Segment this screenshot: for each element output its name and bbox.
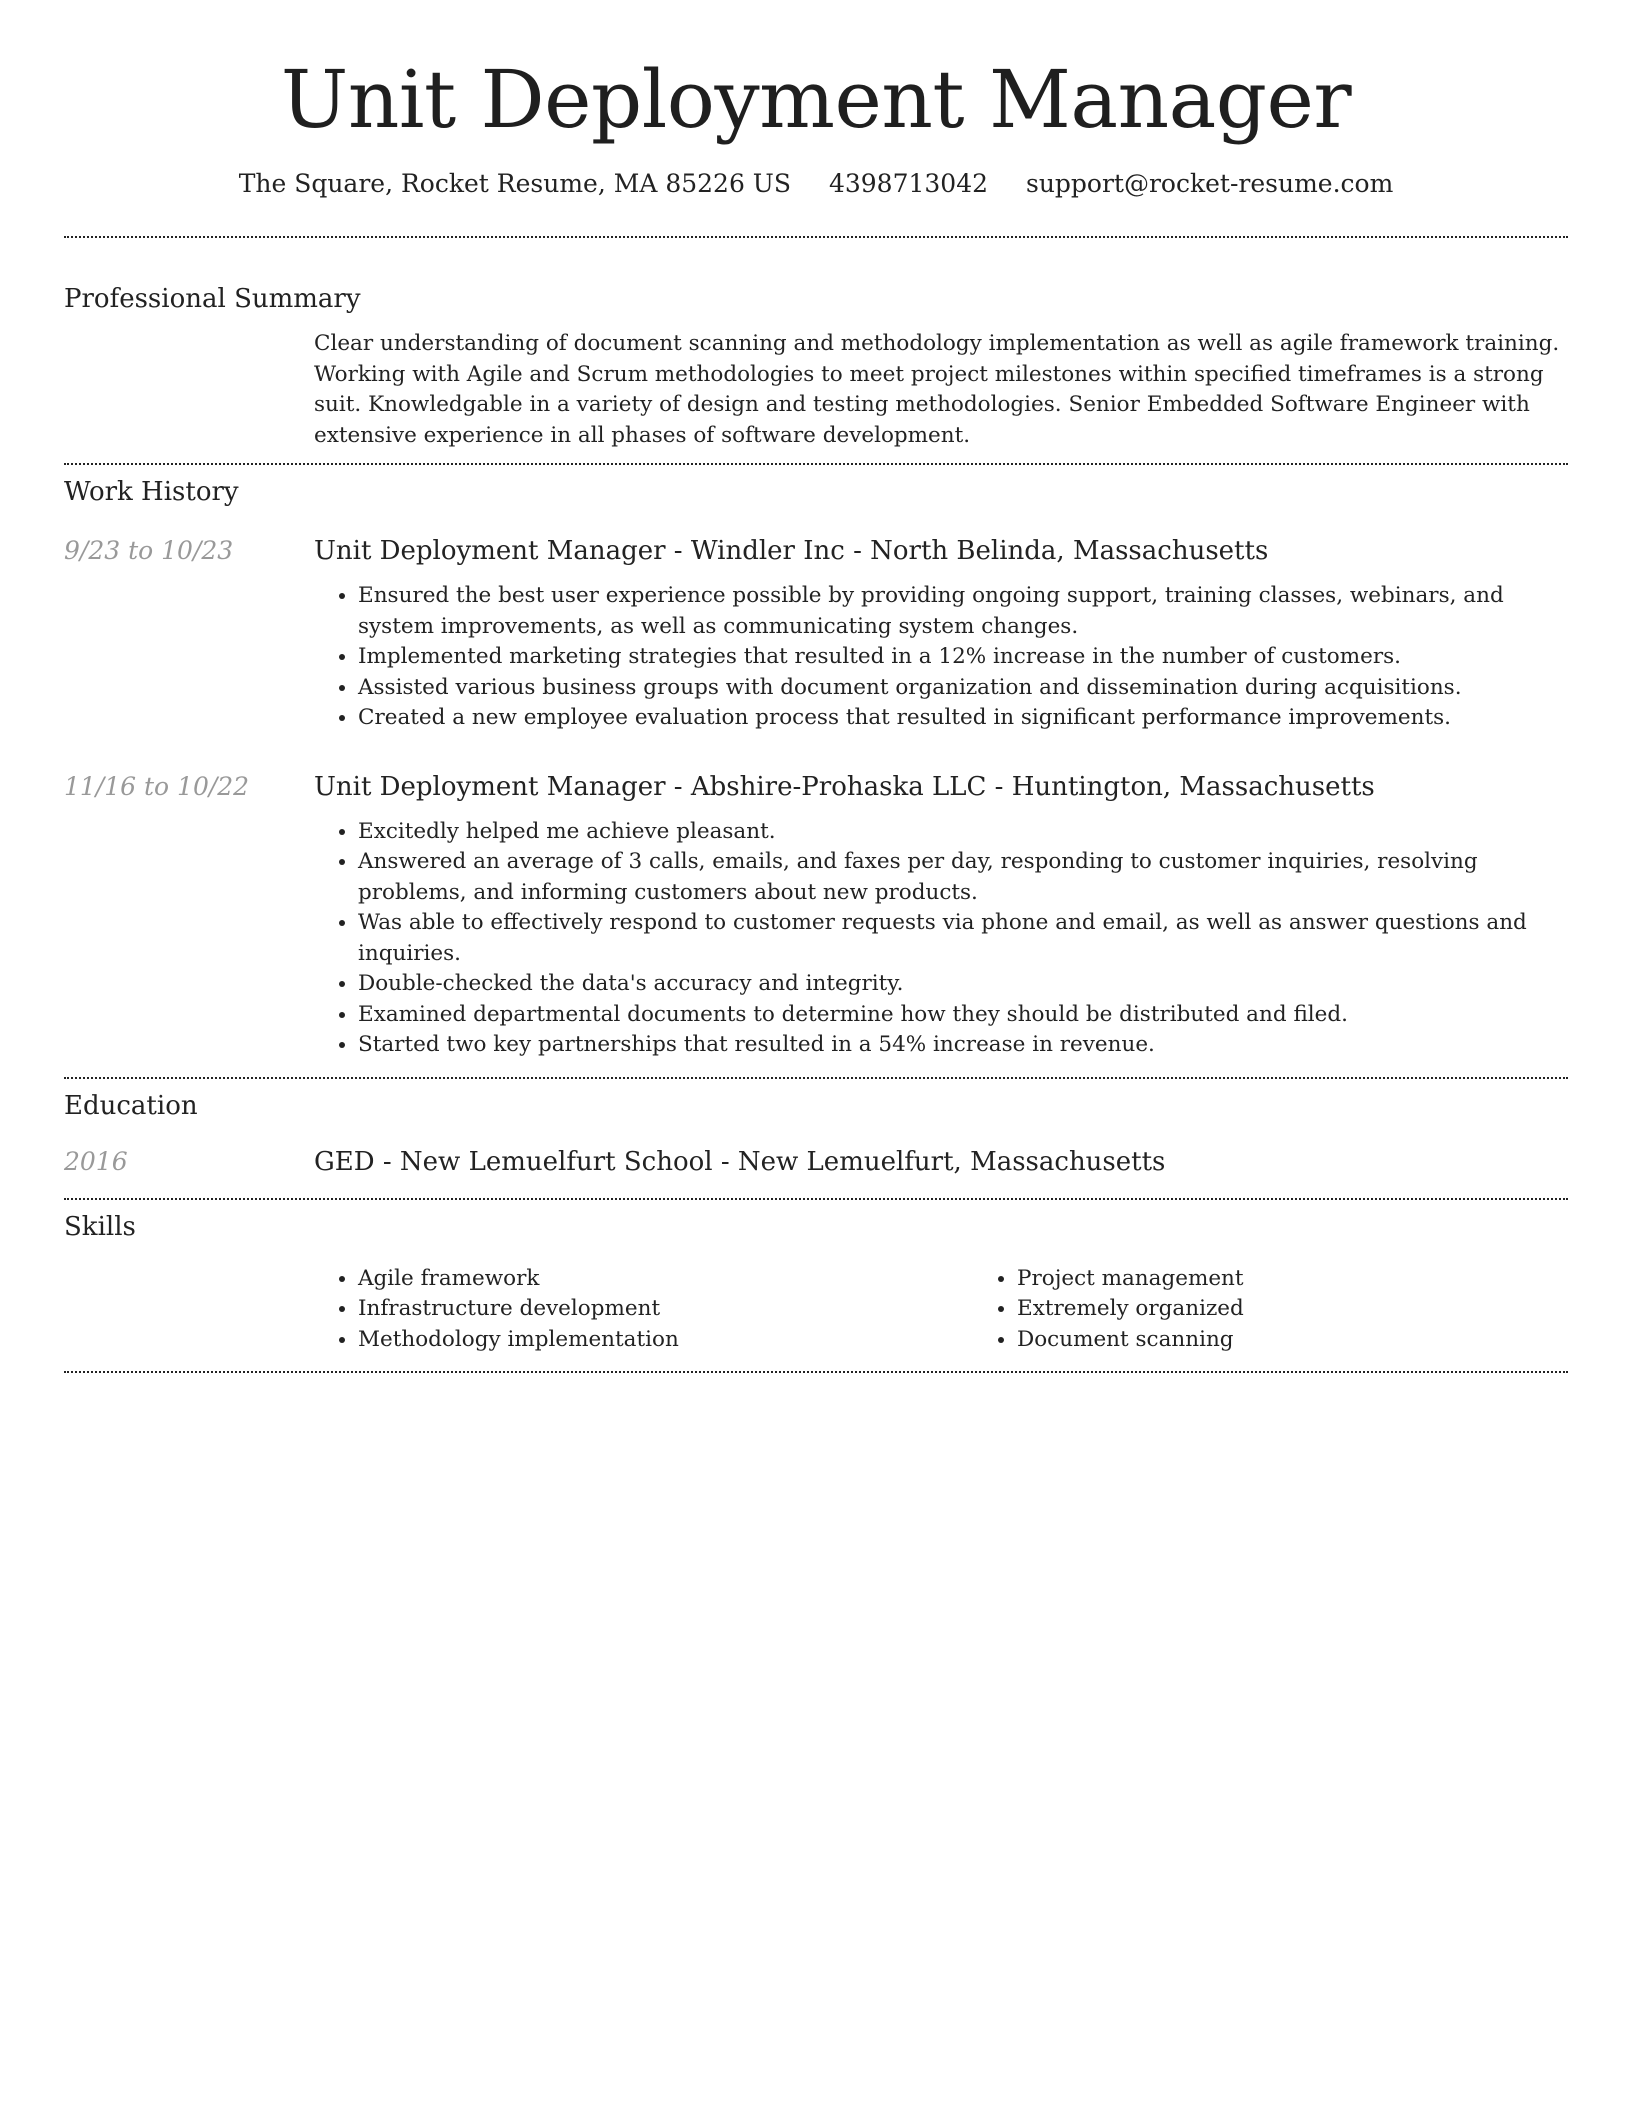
work-history-section (64, 475, 1568, 1061)
education-title: Education (64, 1090, 198, 1121)
skill-item: • Extremely organized (1017, 1294, 1632, 1325)
divider (64, 236, 1568, 238)
education-date: 2016 (64, 1146, 128, 1176)
list-item: • Ensured the best user experience possible by providing ongoing support, training classes, webinars, and system improvements, as well as communicating system changes. (358, 581, 1568, 642)
contact-phone: 4398713042 (828, 169, 989, 198)
job-bullets (314, 817, 1568, 1061)
summary-section (64, 282, 1568, 451)
skill-item: • Project management (1017, 1264, 1632, 1295)
list-item: • Answered an average of 3 calls, emails, and faxes per day, responding to customer inquiries, resolving problems, and informing customers about new products. (358, 847, 1568, 908)
contact-line (64, 166, 1568, 202)
job-bullets (314, 581, 1568, 734)
job-heading: Unit Deployment Manager - Windler Inc - North Belinda, Massachusetts (314, 536, 1269, 566)
skills-column-2 (973, 1264, 1632, 1356)
divider (64, 1198, 1568, 1200)
summary-text: Clear understanding of document scanning and methodology implementation as well as agile framework training. Working with Agile and Scrum methodologies to meet project milestones within specified timeframes is a strong suit. Knowledgable in a variety of design and testing methodologies. Senior Embedded Software Engineer with extensive experience in all phases of software development. (314, 331, 1560, 448)
education-entry (64, 1145, 1568, 1179)
list-item: • Implemented marketing strategies that resulted in a 12% increase in the number of customers. (358, 642, 1568, 673)
work-history-title: Work History (64, 477, 239, 507)
skills-title: Skills (64, 1211, 136, 1242)
list-item: • Examined departmental documents to determine how they should be distributed and filed. (358, 1000, 1568, 1031)
skills-column-1 (314, 1264, 973, 1356)
resume-name: Unit Deployment Manager (280, 53, 1352, 146)
divider (64, 1371, 1568, 1373)
skills-grid (314, 1264, 1568, 1356)
skills-section (64, 1210, 1568, 1356)
skill-item: • Infrastructure development (358, 1294, 973, 1325)
skill-item: • Methodology implementation (358, 1325, 973, 1356)
contact-address: The Square, Rocket Resume, MA 85226 US (238, 169, 792, 198)
list-item: • Created a new employee evaluation process that resulted in significant performance improvements. (358, 703, 1568, 734)
skill-item: • Document scanning (1017, 1325, 1632, 1356)
divider (64, 463, 1568, 465)
skill-item: • Agile framework (358, 1264, 973, 1295)
job-heading: Unit Deployment Manager - Abshire-Prohaska LLC - Huntington, Massachusetts (314, 771, 1375, 802)
job-dates: 11/16 to 10/22 (64, 771, 250, 801)
list-item: • Was able to effectively respond to customer requests via phone and email, as well as answer questions and inquiries. (358, 908, 1568, 969)
contact-email: support@rocket-resume.com (1025, 169, 1394, 198)
job-dates: 9/23 to 10/23 (64, 536, 234, 565)
list-item: • Excitedly helped me achieve pleasant. (358, 817, 1568, 848)
job-entry (64, 770, 1568, 1061)
list-item: • Double-checked the data's accuracy and integrity. (358, 969, 1568, 1000)
divider (64, 1077, 1568, 1079)
education-heading: GED - New Lemuelfurt School - New Lemuelfurt, Massachusetts (314, 1146, 1166, 1177)
resume-page (64, 0, 1568, 1373)
summary-title: Professional Summary (64, 284, 361, 314)
list-item: • Started two key partnerships that resulted in a 54% increase in revenue. (358, 1030, 1568, 1061)
job-entry (64, 534, 1568, 734)
education-section (64, 1089, 1568, 1179)
list-item: • Assisted various business groups with document organization and dissemination during acquisitions. (358, 673, 1568, 704)
